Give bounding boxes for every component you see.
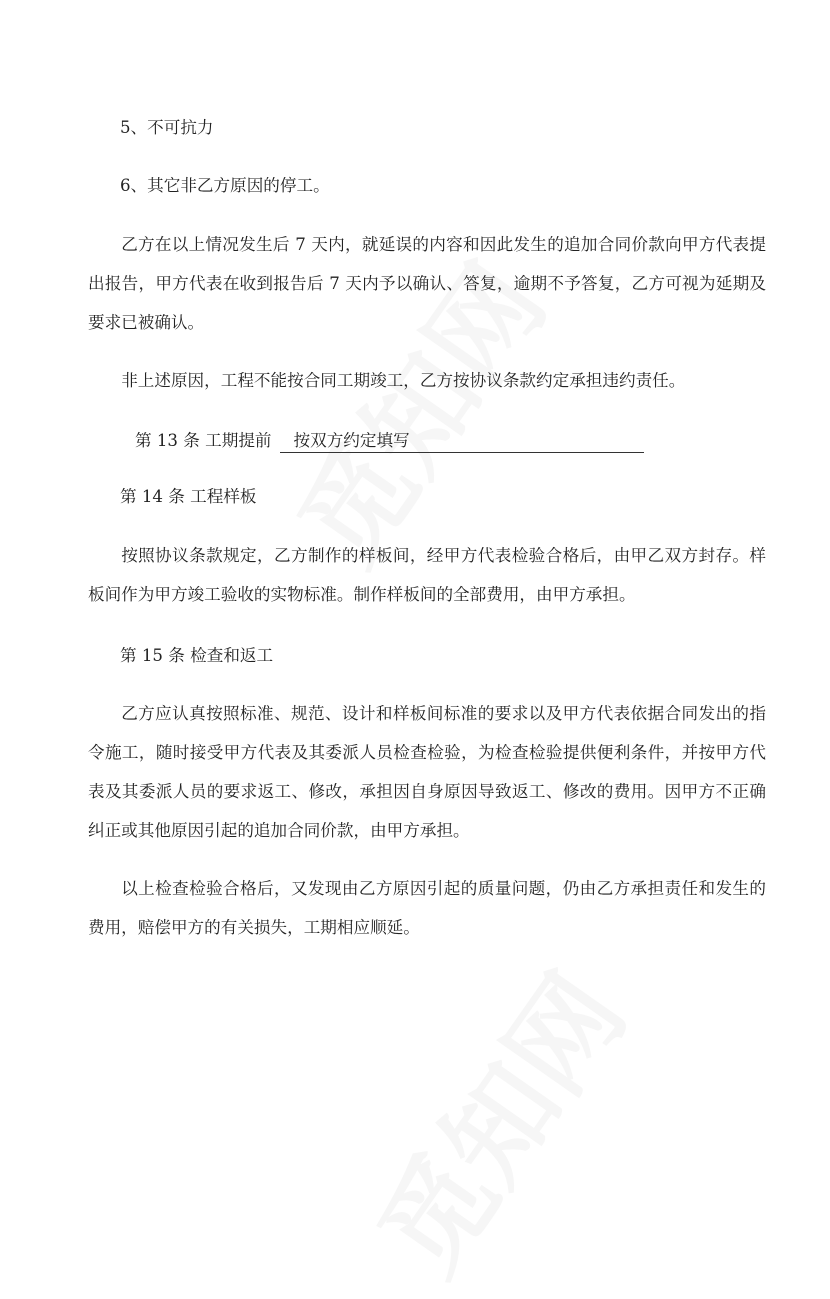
paragraph-quality: 以上检查检验合格后，又发现由乙方原因引起的质量问题，仍由乙方承担责任和发生的费用，赔偿甲方的有关损失，工期相应顺延。 xyxy=(88,879,766,937)
article-13-title: 第 13 条 工期提前 xyxy=(135,431,272,450)
paragraph-sample-room: 按照协议条款规定，乙方制作的样板间，经甲方代表检验合格后，由甲乙双方封存。样板间作为甲方竣工验收的实物标准。制作样板间的全部费用，由甲方承担。 xyxy=(88,546,766,604)
list-item-other-stoppage: 6、其它非乙方原因的停工。 xyxy=(120,176,330,195)
article-13 xyxy=(135,421,813,460)
list-item-force-majeure: 5、不可抗力 xyxy=(120,118,214,137)
watermark xyxy=(336,939,655,1299)
paragraph-inspection: 乙方应认真按照标准、规范、设计和样板间标准的要求以及甲方代表依据合同发出的指令施工，随时接受甲方代表及其委派人员检查检验，为检查检验提供便利条件，并按甲方代表及其委派人员的要求返工、修改，承担因自身原因导致返工、修改的费用。因甲方不正确纠正或其他原因引起的追加合同价款，由甲方承担。 xyxy=(88,704,766,840)
paragraph-delay-report: 乙方在以上情况发生后 7 天内，就延误的内容和因此发生的追加合同价款向甲方代表提出报告，甲方代表在收到报告后 7 天内予以确认、答复，逾期不予答复，乙方可视为延期及要求已被确认。 xyxy=(88,235,766,332)
paragraph-non-above: 非上述原因，工程不能按合同工期竣工，乙方按协议条款约定承担违约责任。 xyxy=(121,371,686,390)
article-15-title: 第 15 条 检查和返工 xyxy=(120,646,274,665)
article-14-title: 第 14 条 工程样板 xyxy=(120,487,257,506)
article-13-fill-field: 按双方约定填写 xyxy=(280,430,644,453)
